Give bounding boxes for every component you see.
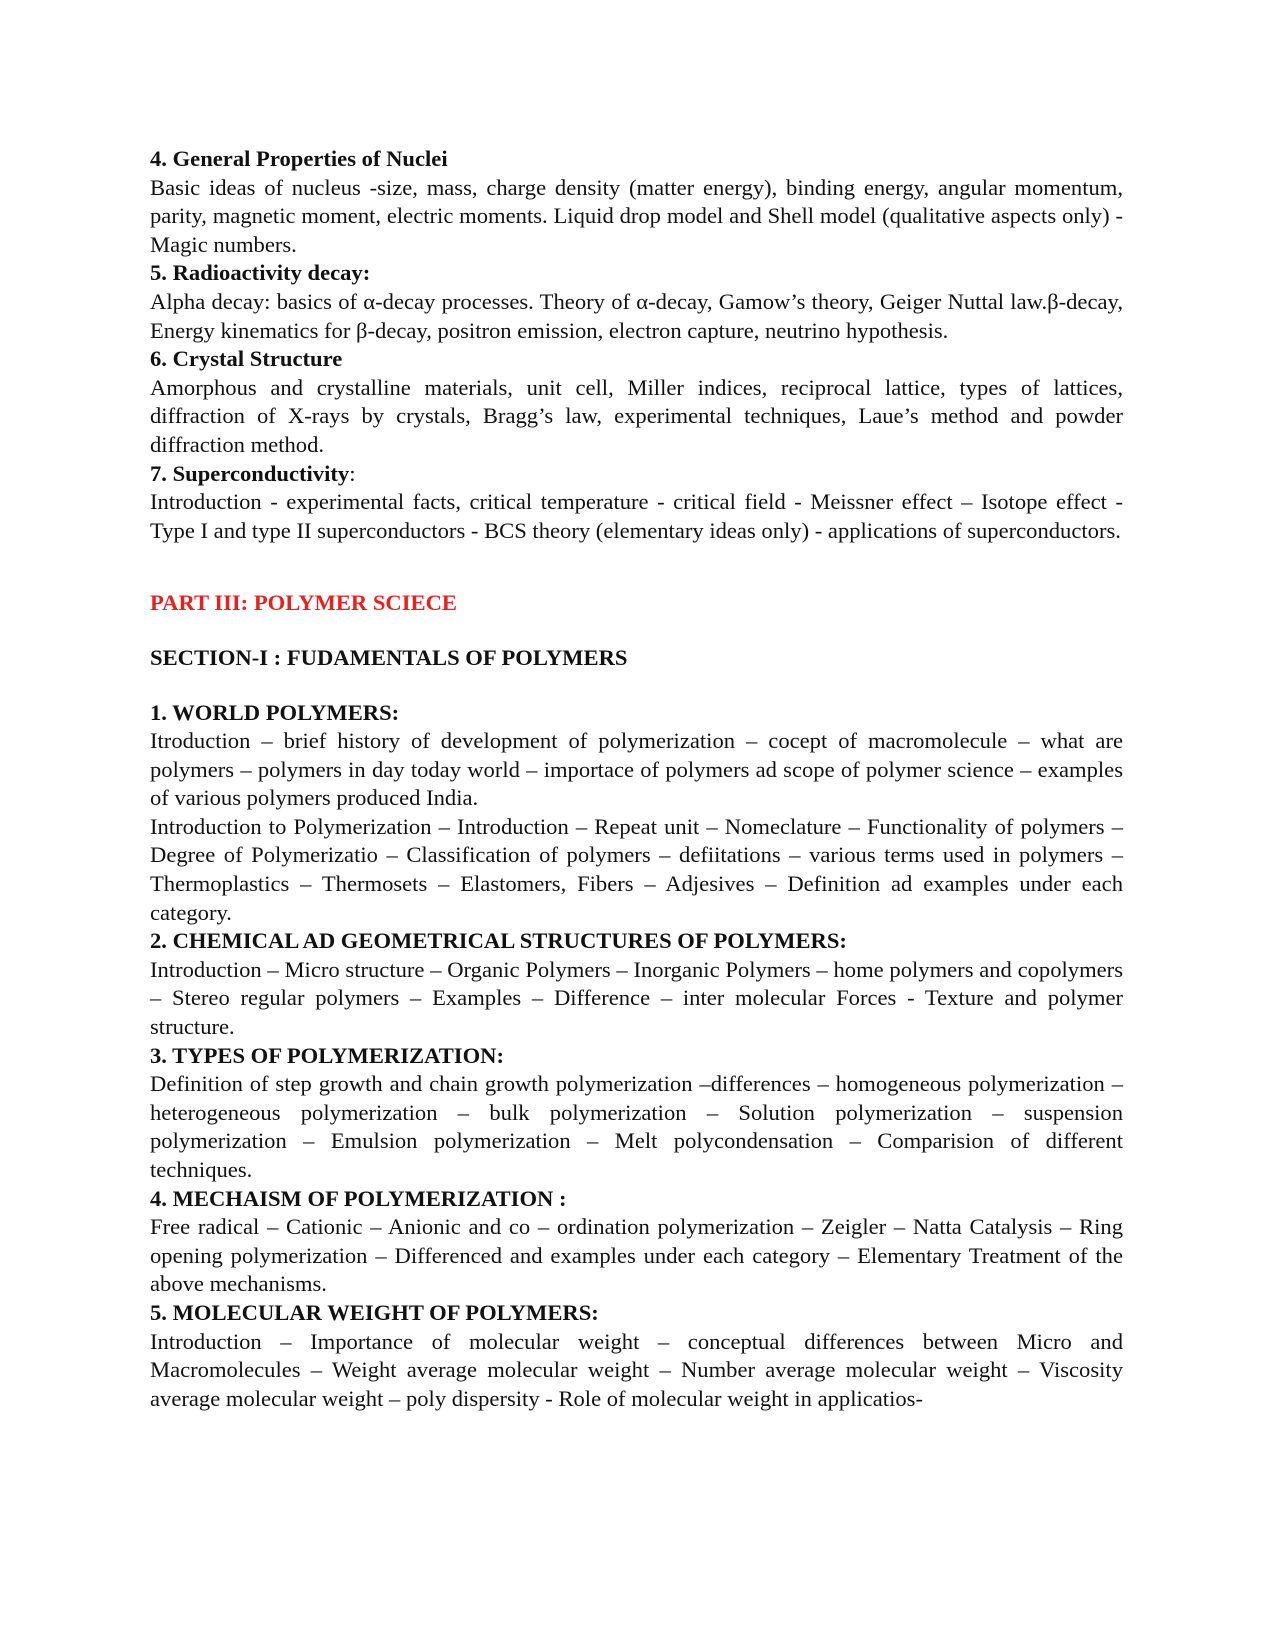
section-title: SECTION-I : FUDAMENTALS OF POLYMERS [150, 644, 628, 670]
paragraph-types-of-polymerization: Definition of step growth and chain growth polymerization –differences – homogeneous polymerization – heterogeneous polymerization – bulk polymerization – Solution polymerization – suspension polymerization – Emulsion polymerization – Melt polycondensation – Comparision of different techniques. [150, 1071, 1123, 1182]
paragraph-world-polymers: Itroduction – brief history of development of polymerization – cocept of macromolecule – what are polymers – polymers in day today world – importace of polymers ad scope of polymer science – examples of various polymers produced India. [150, 728, 1123, 811]
paragraph-molecular-weight-of-polymers: Introduction – Importance of molecular weight – conceptual differences between Micro and Macromolecules – Weight average molecular weight – Number average molecular weight – Viscosity average molecular weight – poly dispersity - Role of molecular weight in applicatios- [150, 1328, 1123, 1411]
heading-superconductivity: 7. Superconductivity [150, 460, 350, 486]
heading-chemical-geometrical-structures: 2. CHEMICAL AD GEOMETRICAL STRUCTURES OF POLYMERS: [150, 928, 847, 954]
heading-mechanism-of-polymerization: 4. MECHAISM OF POLYMERIZATION : [150, 1185, 567, 1211]
paragraph-radioactivity-decay: Alpha decay: basics of α-decay processes. Theory of α-decay, Gamow’s theory, Geiger Nuttal law.β-decay, Energy kinematics for β-decay, positron emission, electron capture, neutrino hypothesis. [150, 288, 1123, 343]
heading-superconductivity-line [150, 460, 1123, 489]
heading-radioactivity-decay: 5. Radioactivity decay: [150, 260, 371, 286]
part-title: PART III: POLYMER SCIECE [150, 590, 458, 616]
heading-molecular-weight-of-polymers: 5. MOLECULAR WEIGHT OF POLYMERS: [150, 1299, 599, 1325]
paragraph-superconductivity: Introduction - experimental facts, critical temperature - critical field - Meissner effect – Isotope effect - Type I and type II superconductors - BCS theory (elementary ideas only) - applications of superconductors. [150, 489, 1123, 543]
heading-superconductivity-colon: : [349, 460, 356, 486]
heading-crystal-structure: 6. Crystal Structure [150, 346, 343, 372]
document-page [150, 145, 1123, 1413]
paragraph-mechanism-of-polymerization: Free radical – Cationic – Anionic and co – ordination polymerization – Zeigler – Natta Catalysis – Ring opening polymerization – Differenced and examples under each category – Elementary Treatment of the above mechanisms. [150, 1214, 1123, 1297]
paragraph-introduction-to-polymerization: Introduction to Polymerization – Introduction – Repeat unit – Nomeclature – Functionality of polymers – Degree of Polymerizatio – Classification of polymers – defiitations – various terms used in polymers – Thermoplastics – Thermosets – Elastomers, Fibers – Adjesives – Definition ad examples under each category. [150, 813, 1123, 925]
paragraph-chemical-geometrical-structures: Introduction – Micro structure – Organic Polymers – Inorganic Polymers – home polymers and copolymers – Stereo regular polymers – Examples – Difference – inter molecular Forces - Texture and polymer structure. [150, 956, 1123, 1040]
heading-types-of-polymerization: 3. TYPES OF POLYMERIZATION: [150, 1042, 505, 1068]
paragraph-general-properties-of-nuclei: Basic ideas of nucleus -size, mass, charge density (matter energy), binding energy, angular momentum, parity, magnetic moment, electric moments. Liquid drop model and Shell model (qualitative aspects only) - Magic numbers. [150, 174, 1123, 257]
heading-general-properties-of-nuclei: 4. General Properties of Nuclei [150, 146, 448, 171]
paragraph-crystal-structure: Amorphous and crystalline materials, unit cell, Miller indices, reciprocal lattice, types of lattices, diffraction of X-rays by crystals, Bragg’s law, experimental techniques, Laue’s method and powder diffraction method. [150, 374, 1123, 457]
heading-world-polymers: 1. WORLD POLYMERS: [150, 699, 400, 725]
